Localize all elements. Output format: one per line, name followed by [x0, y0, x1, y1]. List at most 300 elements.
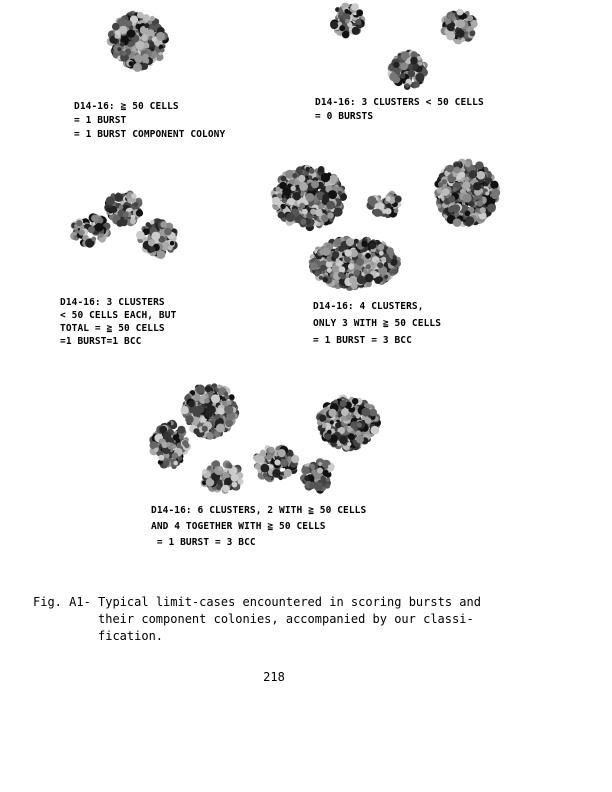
- cell: [385, 196, 390, 201]
- cell: [136, 231, 145, 240]
- cell: [480, 207, 486, 213]
- cell: [291, 455, 299, 463]
- cell: [334, 238, 341, 245]
- cell: [356, 258, 364, 266]
- cell: [150, 220, 154, 224]
- cell: [348, 263, 354, 269]
- cell: [448, 206, 454, 212]
- cell: [367, 196, 376, 205]
- cell: [151, 55, 155, 59]
- cell: [488, 178, 492, 182]
- cell: [223, 485, 230, 492]
- cell: [177, 456, 182, 461]
- cell: [339, 436, 347, 444]
- cell: [205, 410, 213, 418]
- cell: [385, 208, 391, 214]
- cell: [131, 193, 136, 198]
- cell: [369, 409, 377, 417]
- cell: [338, 10, 344, 16]
- cell: [322, 470, 328, 476]
- cell: [163, 432, 171, 440]
- cell-cluster: [201, 460, 244, 494]
- cell: [325, 433, 331, 439]
- cell: [465, 184, 470, 189]
- cell: [393, 62, 399, 68]
- cell: [319, 276, 323, 280]
- cell: [148, 239, 155, 246]
- cell: [309, 168, 315, 174]
- cell: [282, 187, 291, 196]
- cell: [131, 215, 136, 220]
- panel-c-caption: [60, 296, 176, 348]
- cell: [117, 47, 121, 51]
- cell: [137, 12, 144, 19]
- cell: [224, 392, 228, 396]
- caption-line: = 1 BURST COMPONENT COLONY: [74, 129, 226, 140]
- cell: [314, 271, 320, 277]
- cell: [276, 187, 281, 192]
- cell: [386, 257, 392, 263]
- cell: [375, 203, 381, 209]
- cell: [338, 272, 344, 278]
- cell: [144, 23, 149, 28]
- cell: [272, 469, 281, 478]
- caption-line: D14-16: 6 CLUSTERS, 2 WITH ≧ 50 CELLS: [151, 505, 367, 516]
- cell: [280, 204, 285, 209]
- cell: [167, 422, 171, 426]
- cell: [410, 57, 417, 64]
- cell: [345, 19, 350, 24]
- cell: [160, 48, 164, 52]
- cell: [288, 198, 295, 205]
- cell: [312, 469, 317, 474]
- cell: [446, 31, 455, 40]
- cell: [172, 452, 179, 459]
- cell: [346, 238, 354, 246]
- cell: [323, 277, 328, 282]
- cell: [457, 9, 464, 16]
- cell: [188, 401, 195, 408]
- cell: [160, 221, 167, 228]
- cell: [379, 251, 384, 256]
- cell: [365, 274, 374, 283]
- caption-line: TOTAL = ≧ 50 CELLS: [60, 323, 165, 334]
- cell: [117, 19, 122, 24]
- cell: [123, 212, 129, 218]
- cell: [211, 394, 220, 403]
- cell: [464, 177, 469, 182]
- cell: [326, 261, 333, 268]
- cell: [150, 16, 155, 21]
- cell: [266, 454, 272, 460]
- cell: [470, 31, 476, 37]
- cell: [392, 269, 398, 275]
- cell: [167, 442, 171, 446]
- cell: [127, 198, 132, 203]
- cell: [119, 26, 127, 34]
- cell: [218, 408, 225, 415]
- cell: [136, 41, 145, 50]
- cell: [322, 248, 330, 256]
- caption-line: D14-16: ≧ 50 CELLS: [74, 101, 179, 112]
- cell: [351, 3, 359, 11]
- cell-cluster: [104, 191, 143, 227]
- cell: [386, 248, 394, 256]
- cell: [327, 268, 332, 273]
- cell: [373, 209, 381, 217]
- cell: [344, 256, 351, 263]
- cell: [327, 212, 334, 219]
- figure-caption-line: [33, 594, 481, 611]
- cell: [355, 19, 361, 25]
- cell: [291, 186, 296, 191]
- cell-cluster: [309, 236, 401, 291]
- cell: [310, 262, 318, 270]
- cell: [401, 62, 409, 70]
- cell: [463, 194, 472, 203]
- cell: [334, 208, 343, 217]
- cell: [394, 68, 401, 75]
- cell-cluster: [253, 445, 299, 483]
- cell: [465, 161, 471, 167]
- cell: [456, 19, 465, 28]
- cell: [330, 21, 338, 29]
- cell-cluster: [70, 213, 111, 248]
- cell: [110, 206, 117, 213]
- cell: [185, 415, 193, 423]
- cell: [304, 475, 309, 480]
- cell: [315, 209, 323, 217]
- cell: [345, 249, 352, 256]
- cell: [179, 435, 183, 439]
- cell-cluster: [300, 458, 335, 494]
- cell: [459, 172, 465, 178]
- cell: [485, 192, 489, 196]
- cell-cluster: [367, 191, 402, 218]
- cell: [302, 209, 308, 215]
- cell: [338, 191, 343, 196]
- cell: [321, 476, 326, 481]
- cell: [454, 212, 459, 217]
- cell: [332, 251, 339, 258]
- cell: [395, 196, 402, 203]
- cell-cluster: [136, 218, 178, 259]
- cell: [361, 241, 368, 248]
- cell: [298, 175, 305, 182]
- cell: [336, 258, 340, 262]
- cell: [356, 422, 362, 428]
- cell-cluster: [181, 383, 240, 439]
- cell: [154, 448, 159, 453]
- cell: [325, 483, 330, 488]
- cell: [329, 409, 337, 417]
- cell: [338, 246, 344, 252]
- cell: [370, 426, 379, 435]
- cell: [348, 433, 355, 440]
- cell: [322, 423, 327, 428]
- cell: [437, 188, 443, 194]
- cell: [126, 20, 132, 26]
- cell: [206, 432, 214, 440]
- cell: [442, 188, 450, 196]
- cell: [338, 22, 342, 26]
- cell: [193, 410, 201, 418]
- cell: [349, 276, 357, 284]
- cell: [158, 455, 164, 461]
- cell: [151, 232, 160, 241]
- cell: [405, 83, 409, 87]
- cell: [311, 180, 319, 188]
- cell: [456, 29, 465, 38]
- cell: [374, 277, 381, 284]
- cell: [202, 469, 207, 474]
- cell: [290, 179, 296, 185]
- cell: [369, 242, 376, 249]
- cell: [352, 27, 360, 35]
- cell: [415, 73, 424, 82]
- cell: [318, 166, 325, 173]
- panel-a-caption: [74, 100, 225, 142]
- cell: [317, 468, 323, 474]
- cell: [278, 211, 285, 218]
- cell: [119, 205, 124, 210]
- cell: [136, 210, 143, 217]
- panel-b-caption: [315, 96, 484, 124]
- cell: [477, 171, 486, 180]
- cell: [306, 193, 315, 202]
- cell: [356, 9, 363, 16]
- cell: [205, 386, 212, 393]
- cell: [347, 442, 351, 446]
- cell: [299, 182, 308, 191]
- cell: [263, 473, 267, 477]
- cell: [261, 464, 270, 473]
- caption-line: D14-16: 4 CLUSTERS,: [313, 301, 424, 312]
- cell: [413, 81, 420, 88]
- cell: [106, 207, 111, 212]
- cell: [284, 469, 292, 477]
- cell: [224, 405, 233, 414]
- caption-line: ONLY 3 WITH ≧ 50 CELLS: [313, 318, 442, 329]
- cell: [387, 203, 392, 208]
- cell: [321, 173, 330, 182]
- cell-cluster: [330, 3, 365, 39]
- cell: [454, 167, 461, 174]
- cell: [224, 478, 232, 486]
- caption-line: =1 BURST=1 BCC: [60, 336, 142, 347]
- cell: [340, 400, 347, 407]
- cell: [453, 218, 462, 227]
- cell: [181, 406, 189, 414]
- cell: [326, 201, 335, 210]
- panel-e-caption: [151, 503, 366, 551]
- cell-cluster: [149, 420, 191, 469]
- cell: [344, 9, 349, 14]
- cell: [114, 193, 123, 202]
- cell: [300, 219, 306, 225]
- cell: [207, 466, 211, 470]
- caption-line: = 0 BURSTS: [315, 111, 374, 122]
- cell: [79, 230, 85, 236]
- cell: [342, 31, 350, 39]
- caption-line: < 50 CELLS EACH, BUT: [60, 310, 177, 321]
- caption-line: D14-16: 3 CLUSTERS: [60, 297, 165, 308]
- cell: [354, 270, 361, 277]
- cell: [196, 385, 205, 394]
- cell: [335, 422, 341, 428]
- cell: [384, 275, 388, 279]
- cell: [216, 485, 221, 490]
- cell: [268, 447, 274, 453]
- cell: [308, 175, 312, 179]
- cell: [328, 465, 332, 469]
- cell: [141, 63, 148, 70]
- cell: [175, 438, 180, 443]
- figure-label: Fig. A1-: [33, 595, 91, 609]
- cell-cluster: [441, 9, 478, 45]
- cell: [150, 246, 156, 252]
- cell: [491, 188, 500, 197]
- cell: [356, 436, 364, 444]
- cell: [225, 419, 233, 427]
- page-number: 218: [263, 670, 285, 684]
- cell: [393, 255, 397, 259]
- cell: [365, 417, 372, 424]
- cell: [381, 257, 386, 262]
- cell: [177, 426, 185, 434]
- cell: [133, 63, 142, 72]
- caption-line: AND 4 TOGETHER WITH ≧ 50 CELLS: [151, 521, 326, 532]
- cell-cluster: [434, 159, 500, 228]
- caption-line: = 1 BURST: [74, 115, 127, 126]
- cell: [296, 169, 302, 175]
- cell: [274, 459, 280, 465]
- cell: [91, 237, 96, 242]
- figure-caption: [33, 594, 481, 645]
- cell: [91, 215, 98, 222]
- cell: [467, 15, 473, 21]
- cell: [299, 203, 305, 209]
- cell: [292, 173, 297, 178]
- cell: [311, 254, 315, 258]
- caption-line: D14-16: 3 CLUSTERS < 50 CELLS: [315, 97, 484, 108]
- cell: [487, 204, 496, 213]
- cell: [278, 449, 286, 457]
- cell: [173, 461, 178, 466]
- cell: [477, 200, 484, 207]
- cell: [157, 250, 166, 259]
- cell: [418, 62, 422, 66]
- cell: [232, 482, 238, 488]
- cell: [88, 226, 95, 233]
- cell: [127, 29, 135, 37]
- cell: [281, 176, 287, 182]
- figure-caption-text: Typical limit-cases encountered in scoring bursts and: [98, 595, 481, 609]
- cell: [448, 14, 454, 20]
- cell-cluster: [271, 165, 348, 231]
- cell: [216, 424, 225, 433]
- cell: [361, 408, 370, 417]
- cell: [202, 426, 208, 432]
- cell: [319, 415, 326, 422]
- cell: [186, 394, 191, 399]
- cell: [452, 187, 457, 192]
- cell: [339, 266, 346, 273]
- caption-line: = 1 BURST = 3 BCC: [313, 335, 412, 346]
- cell: [378, 244, 385, 251]
- cell: [318, 462, 322, 466]
- cell: [352, 398, 358, 404]
- cell-cluster: [316, 394, 381, 451]
- figure-caption-line: fication.: [98, 629, 164, 643]
- cell: [106, 196, 115, 205]
- cell: [218, 466, 223, 471]
- cell: [156, 32, 165, 41]
- cell: [193, 394, 200, 401]
- cell: [366, 264, 371, 269]
- cell-cluster: [388, 49, 428, 90]
- figure-caption-line: their component colonies, accompanied by our classi-: [98, 612, 474, 626]
- cell: [377, 262, 383, 268]
- cell: [115, 34, 119, 38]
- cell: [272, 197, 280, 205]
- cell: [314, 482, 323, 491]
- cell: [447, 23, 455, 31]
- cell: [356, 430, 362, 436]
- cell: [408, 70, 415, 77]
- cell: [168, 246, 173, 251]
- cell: [465, 220, 472, 227]
- cell: [448, 195, 455, 202]
- cell: [322, 194, 329, 201]
- cell: [346, 414, 352, 420]
- cell: [129, 61, 134, 66]
- cell: [339, 25, 345, 31]
- panel-d-caption: [313, 298, 441, 349]
- cell: [370, 262, 374, 266]
- cell: [204, 398, 210, 404]
- cell: [280, 459, 288, 467]
- cell: [329, 175, 338, 184]
- cell: [357, 276, 366, 285]
- cell: [170, 241, 175, 246]
- cell: [400, 73, 406, 79]
- cell: [286, 213, 295, 222]
- cell: [172, 444, 176, 448]
- cell: [260, 450, 266, 456]
- cell: [142, 54, 149, 61]
- cell: [365, 253, 371, 259]
- cell: [446, 165, 454, 173]
- cell: [238, 479, 244, 485]
- cell: [231, 474, 239, 482]
- cell: [301, 466, 309, 474]
- cell: [76, 220, 82, 226]
- cell: [287, 456, 292, 461]
- cell: [469, 170, 477, 178]
- cell: [282, 197, 288, 203]
- cell: [228, 465, 232, 469]
- cell: [214, 414, 220, 420]
- cell-cluster: [107, 11, 169, 72]
- cell: [184, 443, 189, 448]
- cell: [95, 223, 104, 232]
- cell: [437, 204, 441, 208]
- cell: [394, 208, 399, 213]
- caption-line: = 1 BURST = 3 BCC: [151, 537, 256, 548]
- cell: [120, 42, 125, 47]
- cell: [193, 428, 199, 434]
